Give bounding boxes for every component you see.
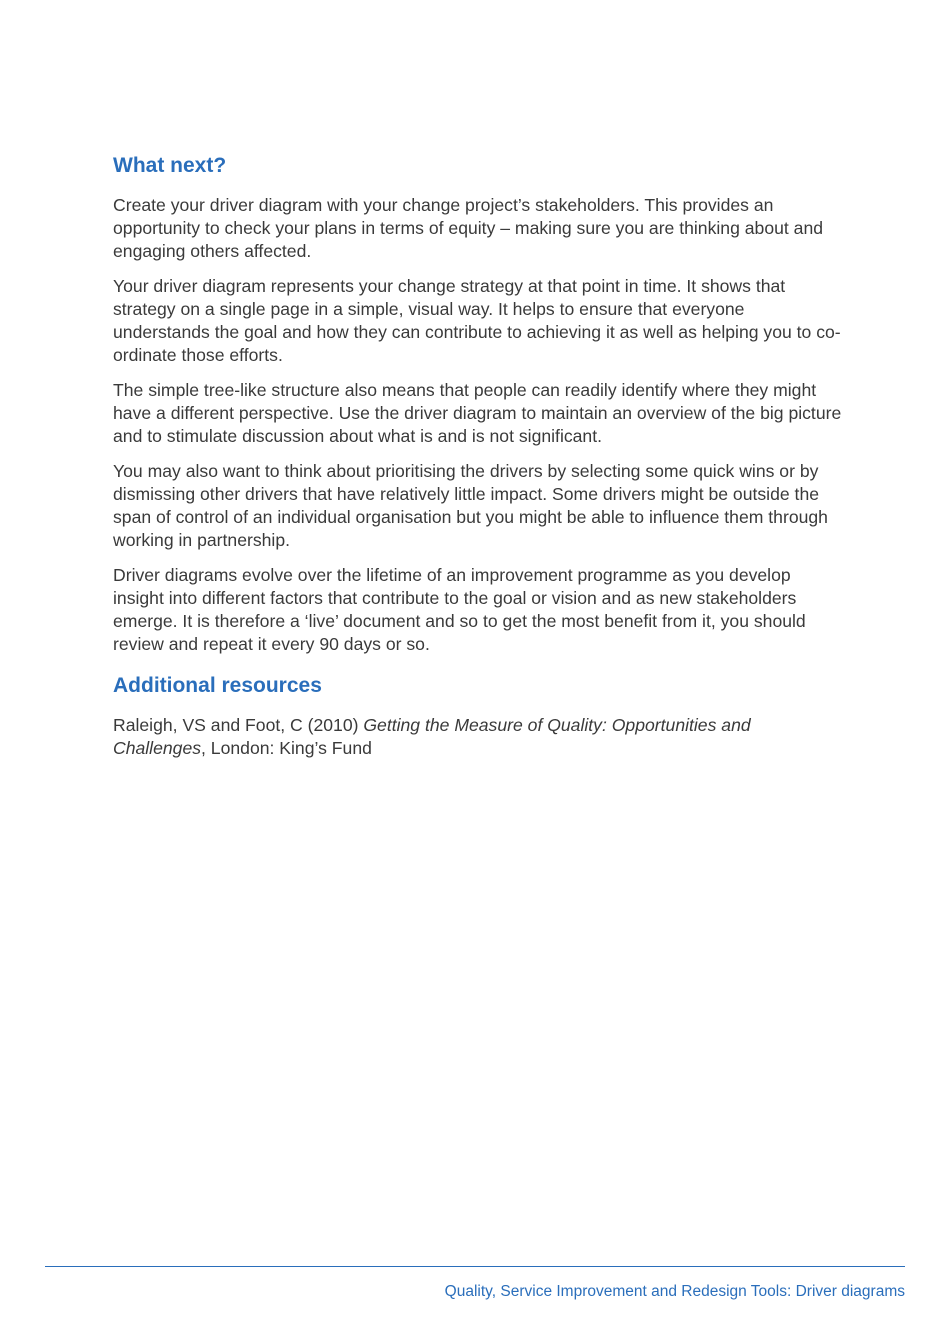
reference-authors: Raleigh, VS and Foot, C (2010) <box>113 715 364 735</box>
what-next-heading: What next? <box>113 154 227 177</box>
footer-title: Quality, Service Improvement and Redesign Tools: Driver diagrams <box>444 1283 905 1300</box>
footer-divider <box>45 1266 905 1267</box>
what-next-paragraph-5: Driver diagrams evolve over the lifetime of an improvement programme as you develop insight into different factors that contribute to the goal or vision and as new stakeholders emerge. It is therefore a ‘live’ document and so to get the most benefit from it, you should review and repeat it every 90 days or so. <box>113 565 806 654</box>
what-next-paragraph-3: The simple tree-like structure also means that people can readily identify where they might have a different perspective. Use the driver diagram to maintain an overview of the big picture and to stimulate discussion about what is and is not significant. <box>113 380 842 446</box>
reference-entry <box>113 714 843 760</box>
what-next-paragraph-1: Create your driver diagram with your change project’s stakeholders. This provides an opportunity to check your plans in terms of equity – making sure you are thinking about and engaging others affected. <box>113 195 824 261</box>
page-content <box>113 150 843 772</box>
what-next-paragraph-2: Your driver diagram represents your change strategy at that point in time. It shows that strategy on a single page in a simple, visual way. It helps to ensure that everyone understands the goal and how they can contribute to achieving it as well as helping you to co-ordinate those efforts. <box>113 276 841 365</box>
reference-title: Getting the Measure of Quality: Opportunities and Challenges <box>113 715 751 758</box>
reference-publisher: , London: King’s Fund <box>201 738 372 758</box>
what-next-paragraph-4: You may also want to think about prioritising the drivers by selecting some quick wins or by dismissing other drivers that have relatively little impact. Some drivers might be outside the span of control of an individual organisation but you might be able to influence them through working in partnership. <box>113 461 828 550</box>
additional-resources-heading: Additional resources <box>113 674 322 697</box>
